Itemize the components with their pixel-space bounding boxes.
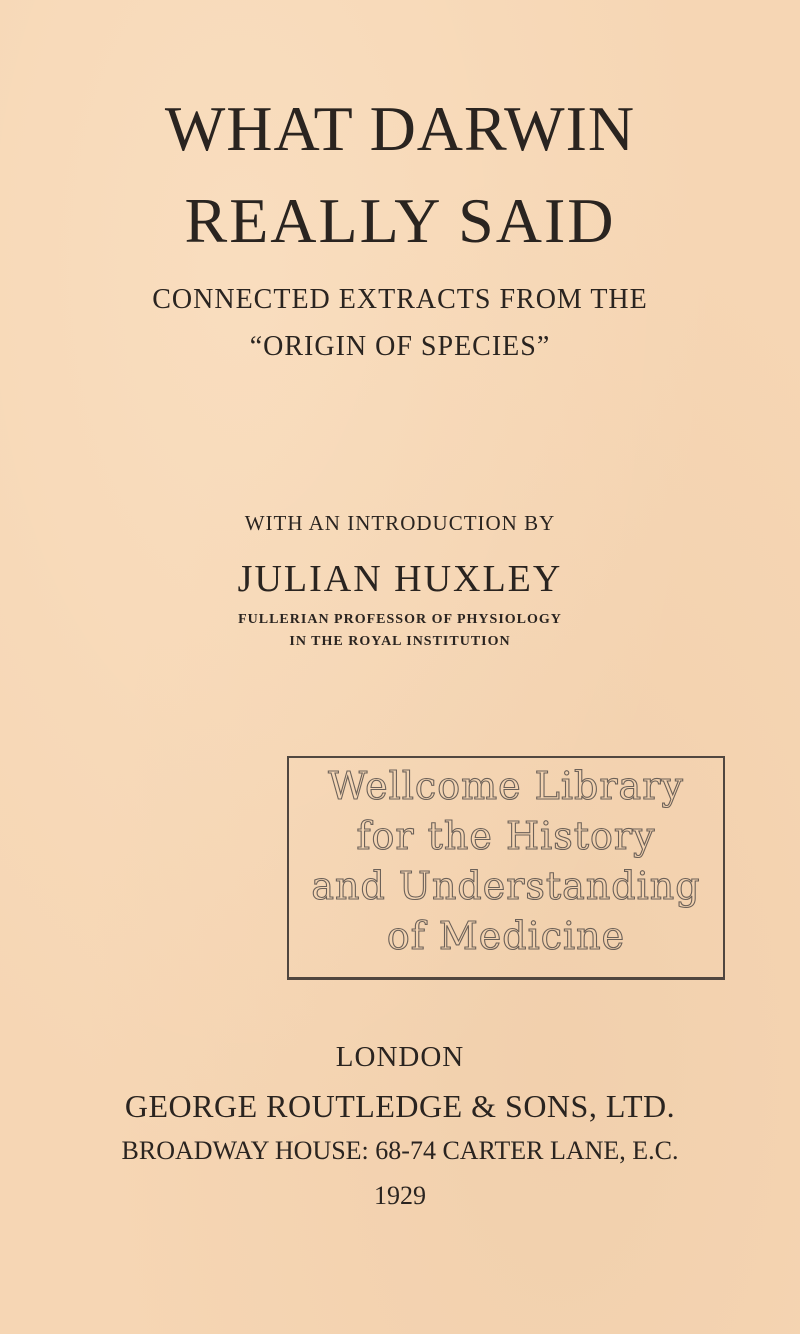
library-stamp-line-2: for the History — [356, 814, 656, 858]
library-stamp — [287, 756, 725, 980]
imprint-city: LONDON — [335, 1041, 465, 1073]
library-stamp-line-1: Wellcome Library — [328, 764, 684, 808]
book-title-line-1: WHAT DARWIN — [164, 93, 636, 164]
imprint-address: BROADWAY HOUSE: 68-74 CARTER LANE, E.C. — [121, 1136, 679, 1165]
author-position-line-1: FULLERIAN PROFESSOR OF PHYSIOLOGY — [238, 612, 562, 627]
imprint-publisher: GEORGE ROUTLEDGE & SONS, LTD. — [124, 1088, 676, 1124]
subtitle-line-1: CONNECTED EXTRACTS FROM THE — [152, 284, 648, 315]
author-position-line-2: IN THE ROYAL INSTITUTION — [289, 634, 511, 649]
book-title-line-2: REALLY SAID — [184, 185, 616, 256]
introduction-author: JULIAN HUXLEY — [237, 558, 563, 600]
library-stamp-line-3: and Understanding — [311, 864, 701, 908]
imprint-year: 1929 — [374, 1181, 426, 1210]
subtitle-line-2: “ORIGIN OF SPECIES” — [249, 331, 551, 362]
introduction-label: WITH AN INTRODUCTION BY — [244, 511, 556, 535]
library-stamp-line-4: of Medicine — [386, 914, 626, 958]
